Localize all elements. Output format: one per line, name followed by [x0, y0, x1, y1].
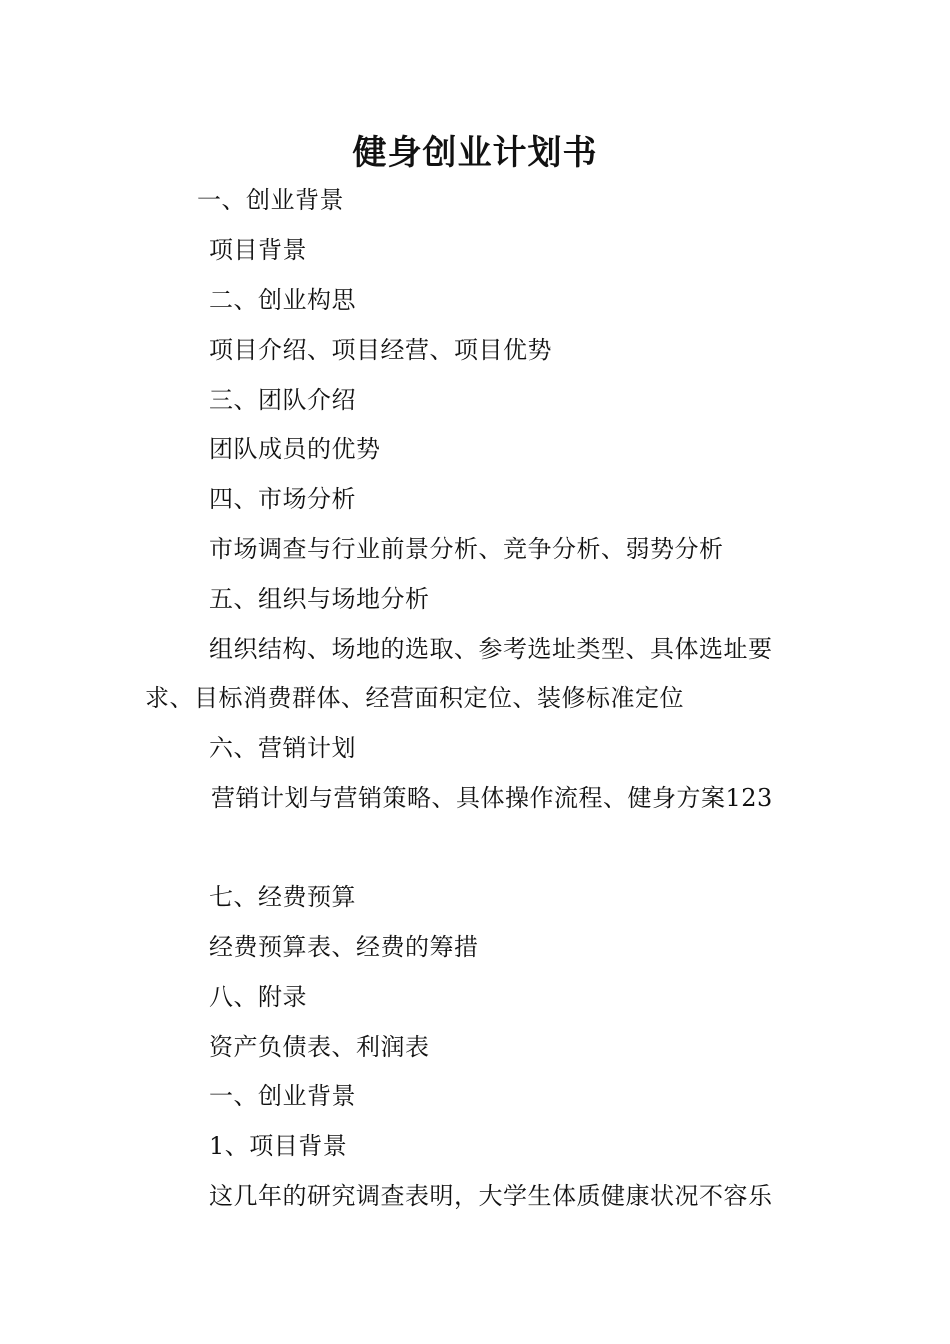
section-body-2: 项目介绍、项目经营、项目优势 [209, 336, 552, 364]
paragraph-text: 这几年的研究调查表明，大学生体质健康状况不容乐 [209, 1182, 773, 1210]
section-heading-3: 三、团队介绍 [209, 386, 356, 414]
section-heading-1: 一、创业背景 [197, 186, 344, 214]
section-body-3: 团队成员的优势 [209, 435, 381, 463]
section-body-5a: 组织结构、场地的选取、参考选址类型、具体选址要 [209, 635, 773, 663]
section-heading-4: 四、市场分析 [209, 485, 356, 513]
section-heading-8: 八、附录 [209, 983, 307, 1011]
section-heading-7: 七、经费预算 [209, 883, 356, 911]
section-body-6: 营销计划与营销策略、具体操作流程、健身方案123 [211, 784, 773, 812]
section-body-4: 市场调查与行业前景分析、竞争分析、弱势分析 [209, 535, 724, 563]
section-body-5b: 求、目标消费群体、经营面积定位、装修标准定位 [145, 684, 684, 712]
section-body-7: 经费预算表、经费的筹措 [209, 933, 479, 961]
document-title: 健身创业计划书 [352, 133, 598, 173]
section-body-8: 资产负债表、利润表 [209, 1033, 430, 1061]
chapter-heading-1: 一、创业背景 [209, 1082, 356, 1110]
section-heading-5: 五、组织与场地分析 [209, 585, 430, 613]
subheading-1-1: 1、项目背景 [209, 1132, 348, 1160]
section-heading-6: 六、营销计划 [209, 734, 356, 762]
section-body-1: 项目背景 [209, 236, 307, 264]
section-heading-2: 二、创业构思 [209, 286, 356, 314]
